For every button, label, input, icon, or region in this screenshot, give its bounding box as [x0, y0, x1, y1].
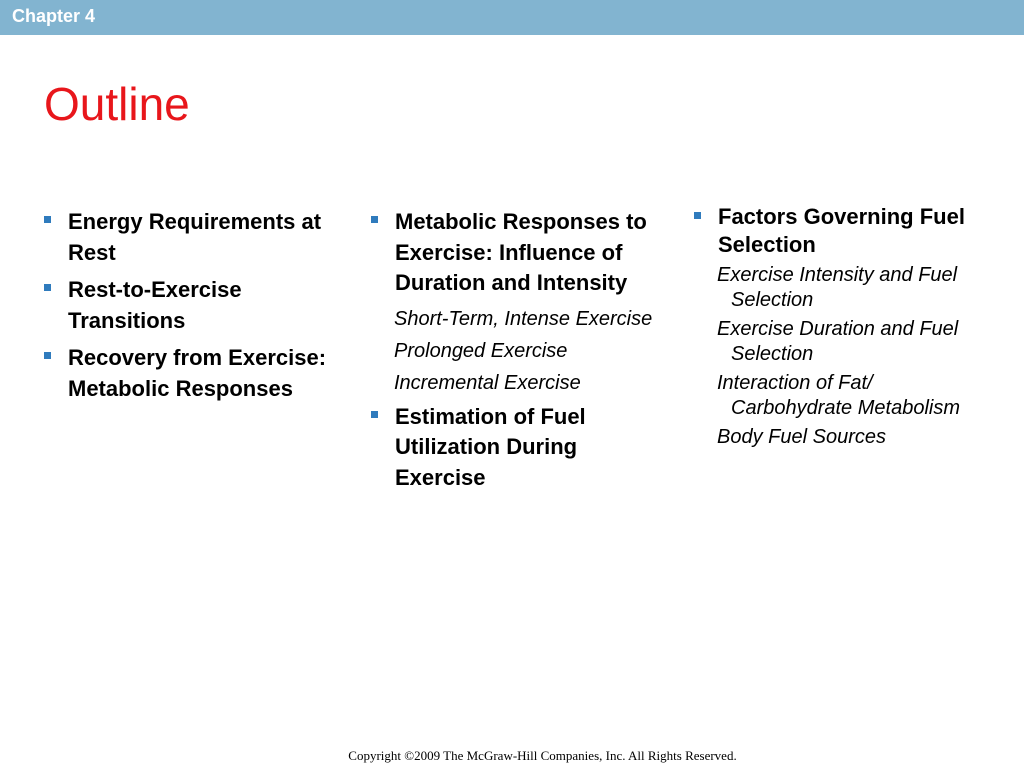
outline-item [369, 207, 669, 299]
outline-item-label: Estimation of Fuel Utilization During Exercise [395, 403, 586, 490]
outline-column-2 [369, 207, 669, 500]
outline-item-label: Recovery from Exercise: Metabolic Responses [68, 345, 327, 401]
outline-column-3 [692, 203, 992, 455]
page-title: Outline [44, 78, 190, 130]
outline-subitem: Prolonged Exercise [394, 339, 568, 362]
square-bullet-icon [44, 284, 51, 291]
outline-subitem: Body Fuel Sources [717, 426, 886, 448]
outline-column-1 [42, 207, 342, 411]
outline-item [692, 203, 992, 259]
outline-subitem: Exercise Duration and Fuel Selection [717, 318, 959, 365]
outline-item-label: Energy Requirements at Rest [68, 209, 322, 265]
outline-item-label: Factors Governing Fuel Selection [718, 204, 965, 257]
outline-subitem: Exercise Intensity and Fuel Selection [717, 264, 958, 311]
copyright-footer: Copyright ©2009 The McGraw-Hill Companies, Inc. All Rights Reserved. [348, 748, 737, 763]
outline-item [42, 275, 342, 336]
outline-subitem: Interaction of Fat/ Carbohydrate Metabolism [717, 372, 960, 419]
square-bullet-icon [44, 216, 51, 223]
outline-subitem: Incremental Exercise [394, 371, 581, 394]
outline-subitem: Short-Term, Intense Exercise [394, 307, 653, 330]
square-bullet-icon [44, 352, 51, 359]
square-bullet-icon [371, 216, 378, 223]
chapter-label: Chapter 4 [12, 6, 96, 26]
square-bullet-icon [371, 411, 378, 418]
chapter-header-bar [0, 0, 1024, 35]
outline-item-label: Metabolic Responses to Exercise: Influence of Duration and Intensity [395, 209, 647, 295]
outline-item [42, 207, 342, 268]
outline-item [369, 402, 669, 494]
square-bullet-icon [694, 212, 701, 219]
outline-item [42, 343, 342, 404]
outline-item-label: Rest-to-Exercise Transitions [68, 277, 242, 333]
